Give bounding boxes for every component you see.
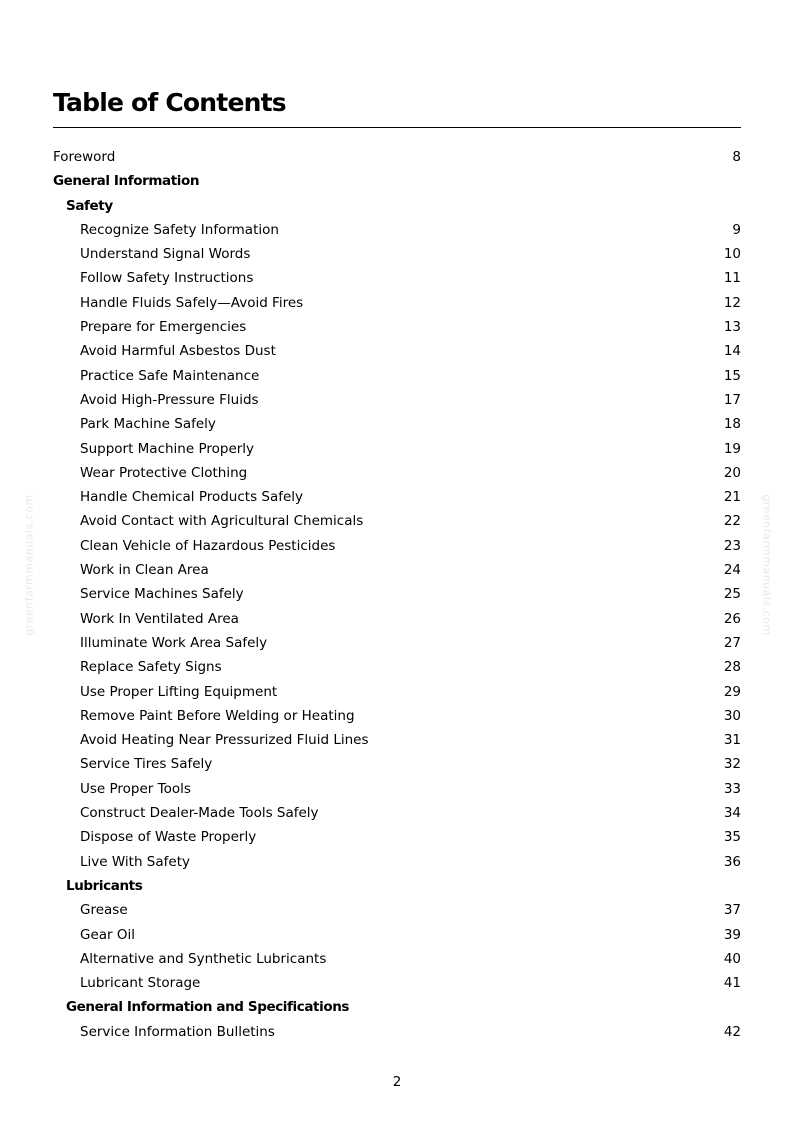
toc-entry[interactable]	[53, 607, 741, 631]
toc-page-number: 9	[732, 221, 741, 238]
toc-entry-label: Work In Ventilated Area	[80, 610, 239, 627]
toc-entry-label: Grease	[80, 902, 128, 919]
toc-heading-label: General Information	[53, 173, 200, 190]
table-of-contents	[53, 145, 741, 1044]
toc-entry[interactable]	[53, 655, 741, 679]
toc-page-number: 39	[723, 926, 741, 943]
toc-entry[interactable]	[53, 218, 741, 242]
toc-page-number: 27	[723, 634, 741, 651]
toc-entry-label: Illuminate Work Area Safely	[80, 634, 268, 651]
toc-entry-label: Avoid Contact with Agricultural Chemicals	[80, 513, 364, 530]
toc-page-number: 18	[723, 416, 741, 433]
toc-entry-label: Practice Safe Maintenance	[80, 367, 260, 384]
toc-entry[interactable]	[53, 388, 741, 412]
toc-entry-label: Understand Signal Words	[80, 246, 251, 263]
toc-entry-label: Follow Safety Instructions	[80, 270, 254, 287]
toc-page-number: 29	[723, 683, 741, 700]
toc-page-number: 23	[723, 537, 741, 554]
toc-page-number: 36	[723, 853, 741, 870]
toc-page-number: 31	[723, 732, 741, 749]
toc-page-number: 15	[723, 367, 741, 384]
toc-entry[interactable]	[53, 339, 741, 363]
toc-page-number: 42	[723, 1023, 741, 1040]
toc-entry-label: Work in Clean Area	[80, 562, 209, 579]
title-divider	[53, 127, 741, 128]
toc-page-number: 34	[723, 805, 741, 822]
toc-page-number: 40	[723, 950, 741, 967]
toc-entry[interactable]	[53, 752, 741, 776]
toc-entry-label: Service Machines Safely	[80, 586, 244, 603]
toc-entry[interactable]	[53, 704, 741, 728]
toc-page-number: 19	[723, 440, 741, 457]
toc-page-number: 32	[723, 756, 741, 773]
toc-page-number: 12	[723, 294, 741, 311]
toc-heading-safety[interactable]	[53, 194, 741, 218]
watermark-text: greenfarmmanuals.com	[760, 494, 774, 636]
toc-entry[interactable]	[53, 534, 741, 558]
toc-entry-label: Handle Fluids Safely—Avoid Fires	[80, 294, 304, 311]
toc-entry-label: Wear Protective Clothing	[80, 464, 248, 481]
toc-entry[interactable]	[53, 582, 741, 606]
toc-page-number: 22	[723, 513, 741, 530]
toc-entry-label: Lubricant Storage	[80, 975, 201, 992]
toc-page-number: 25	[723, 586, 741, 603]
toc-heading-label: Lubricants	[66, 877, 143, 894]
toc-heading-lubricants[interactable]	[53, 874, 741, 898]
toc-entry[interactable]	[53, 509, 741, 533]
toc-page-number: 28	[723, 659, 741, 676]
toc-page-number: 26	[723, 610, 741, 627]
toc-page-number: 33	[723, 780, 741, 797]
toc-page-number: 14	[723, 343, 741, 360]
toc-entry-label: Replace Safety Signs	[80, 659, 222, 676]
toc-entry[interactable]	[53, 825, 741, 849]
toc-entry-label: Gear Oil	[80, 926, 136, 943]
page-title: Table of Contents	[53, 88, 286, 117]
toc-page-number: 24	[723, 562, 741, 579]
toc-page-number: 17	[723, 391, 741, 408]
toc-entry-label: Support Machine Properly	[80, 440, 255, 457]
toc-entry[interactable]	[53, 412, 741, 436]
toc-entry-label: Foreword	[53, 149, 116, 165]
toc-entry-label: Prepare for Emergencies	[80, 319, 247, 336]
toc-entry[interactable]	[53, 680, 741, 704]
toc-entry-label: Dispose of Waste Properly	[80, 829, 257, 846]
toc-entry-label: Alternative and Synthetic Lubricants	[80, 950, 327, 967]
toc-entry-label: Avoid Heating Near Pressurized Fluid Lines	[80, 732, 369, 749]
toc-entry-label: Service Tires Safely	[80, 756, 213, 773]
toc-entry[interactable]	[53, 364, 741, 388]
toc-page-number: 20	[723, 464, 741, 481]
toc-entry-label: Clean Vehicle of Hazardous Pesticides	[80, 537, 336, 554]
toc-entry-label: Remove Paint Before Welding or Heating	[80, 707, 355, 724]
toc-entry[interactable]	[53, 728, 741, 752]
toc-entry-label: Construct Dealer-Made Tools Safely	[80, 805, 319, 822]
toc-entry[interactable]	[53, 947, 741, 971]
toc-entry[interactable]	[53, 1020, 741, 1044]
watermark-text: greenfarmmanuals.com	[22, 494, 36, 636]
toc-page-number: 21	[723, 489, 741, 506]
toc-entry[interactable]	[53, 315, 741, 339]
toc-entry-label: Avoid Harmful Asbestos Dust	[80, 343, 276, 360]
toc-entry[interactable]	[53, 266, 741, 290]
toc-page-number: 35	[723, 829, 741, 846]
toc-page-number: 37	[723, 902, 741, 919]
toc-page-number: 11	[723, 270, 741, 287]
toc-entry[interactable]	[53, 631, 741, 655]
toc-entry-foreword[interactable]	[53, 145, 741, 169]
toc-entry[interactable]	[53, 558, 741, 582]
toc-heading-label: General Information and Specifications	[66, 999, 350, 1016]
toc-entry[interactable]	[53, 485, 741, 509]
toc-entry[interactable]	[53, 898, 741, 922]
toc-entry-label: Service Information Bulletins	[80, 1023, 275, 1040]
toc-page-number: 13	[723, 319, 741, 336]
toc-entry-label: Avoid High-Pressure Fluids	[80, 391, 259, 408]
toc-page-number: 30	[723, 707, 741, 724]
toc-entry[interactable]	[53, 291, 741, 315]
toc-page-number: 10	[723, 246, 741, 263]
toc-entry-label: Park Machine Safely	[80, 416, 216, 433]
toc-page-number: 41	[723, 975, 741, 992]
page-number: 2	[392, 1074, 402, 1090]
toc-entry[interactable]	[53, 461, 741, 485]
toc-entry[interactable]	[53, 850, 741, 874]
toc-heading-general-information[interactable]	[53, 169, 741, 193]
toc-page-number: 8	[732, 149, 741, 165]
toc-entry[interactable]	[53, 801, 741, 825]
toc-entry[interactable]	[53, 923, 741, 947]
toc-entry-label: Use Proper Lifting Equipment	[80, 683, 278, 700]
toc-entry[interactable]	[53, 971, 741, 995]
toc-entry-label: Handle Chemical Products Safely	[80, 489, 304, 506]
toc-entry[interactable]	[53, 437, 741, 461]
toc-entry-label: Live With Safety	[80, 853, 190, 870]
toc-entry[interactable]	[53, 242, 741, 266]
toc-entry-label: Use Proper Tools	[80, 780, 191, 797]
toc-entry-label: Recognize Safety Information	[80, 221, 279, 238]
toc-heading-label: Safety	[66, 197, 113, 214]
toc-heading-general-information-and-specifications[interactable]	[53, 995, 741, 1019]
toc-entry[interactable]	[53, 777, 741, 801]
